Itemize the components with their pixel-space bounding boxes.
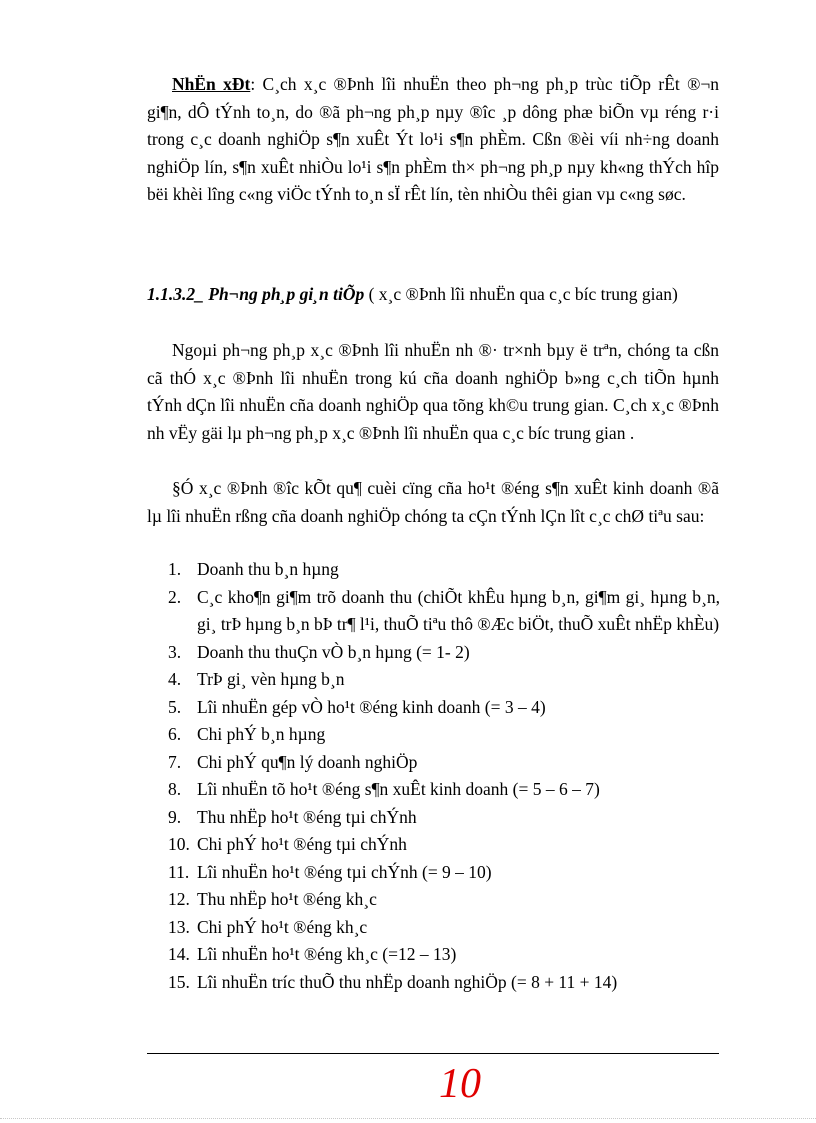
list-item [168, 584, 720, 639]
list-item [168, 556, 720, 584]
list-item-text: C¸c kho¶n gi¶m trõ doanh thu (chiÕt khÊu hµng b¸n, gi¶m gi¸ hµng b¸n, gi¸ trÞ hµng b¸n bÞ tr¶ l¹i, thuÕ tiªu thô ®Æc biÖt, thuÕ xuÊt nhËp khÈu) [197, 586, 720, 634]
list-item-number: 9. [168, 806, 182, 827]
list-item-number: 10. [168, 834, 190, 854]
list-item-text: Doanh thu thuÇn vÒ b¸n hµng (= 1- 2) [197, 641, 470, 662]
list-item [168, 941, 720, 969]
paragraph-section-heading [147, 281, 719, 309]
list-item-number: 3. [168, 641, 182, 662]
list-item-text: Lîi nhuËn tríc thuÕ thu nhËp doanh nghiÖp (= 8 + 11 + 14) [197, 971, 618, 992]
list-item-number: 4. [168, 669, 182, 689]
list-item-number: 6. [168, 724, 182, 744]
remark-colon: : [250, 74, 256, 94]
list-item [168, 886, 720, 914]
list-item [168, 804, 720, 832]
list-item-text: Lîi nhuËn ho¹t ®éng kh¸c (=12 – 13) [197, 944, 457, 964]
list-item-text: Chi phÝ qu¶n lý doanh nghiÖp [197, 751, 418, 772]
list-item-number: 14. [168, 944, 190, 964]
list-item [168, 776, 720, 804]
list-item-text: TrÞ gi¸ vèn hµng b¸n [197, 669, 345, 689]
list-item [168, 721, 720, 749]
list-item-text: Lîi nhuËn ho¹t ®éng tµi chÝnh (= 9 – 10) [197, 861, 492, 882]
list-item [168, 639, 720, 667]
section-heading-subtitle: ( x¸c ®Þnh lîi nhuËn qua c¸c bíc trung gian) [364, 284, 678, 304]
list-item-text: Chi phÝ ho¹t ®éng kh¸c [197, 916, 368, 937]
paragraph-intro: Ngoµi ph¬ng ph¸p x¸c ®Þnh lîi nhuËn nh ®· tr×nh bµy ë trªn, chóng ta cßn cã thÓ x¸c ®Þnh lîi nhuËn trong kú cña doanh nghiÖp b»ng c¸ch tiÕn hµnh tÝnh dÇn lîi nhuËn cña doanh nghiÖp qua tõng kh©u trung gian. C¸ch x¸c ®Þnh nh vËy gäi lµ ph¬ng ph¸p x¸c ®Þnh lîi nhuËn qua c¸c bíc trung gian . [147, 340, 719, 443]
footer-divider [147, 1053, 719, 1054]
page-number: 10 [439, 1061, 481, 1107]
list-item-number: 11. [168, 861, 190, 882]
list-item-text: Lîi nhuËn tõ ho¹t ®éng s¶n xuÊt kinh doanh (= 5 – 6 – 7) [197, 779, 600, 799]
list-item-number: 13. [168, 916, 190, 937]
list-item-text: Chi phÝ ho¹t ®éng tµi chÝnh [197, 834, 407, 854]
list-item-text: Doanh thu b¸n hµng [197, 559, 339, 579]
indicator-list [168, 556, 720, 996]
list-item [168, 969, 720, 997]
list-item-number: 8. [168, 779, 182, 799]
remark-text: C¸ch x¸c ®Þnh lîi nhuËn theo ph¬ng ph¸p trùc tiÕp rÊt ®¬n gi¶n, dÔ tÝnh to¸n, do ®ã ph¬ng ph¸p nµy ®îc ¸p dông phæ biÕn vµ réng r·i trong c¸c doanh nghiÖp s¶n xuÊt Ýt lo¹i s¶n phÈm. Cßn ®èi víi nh÷ng doanh nghiÖp lín, s¶n xuÊt nhiÒu lo¹i s¶n phÈm th× ph¬ng ph¸p nµy kh«ng thÝch hîp bëi khèi lîng c«ng viÖc tÝnh to¸n sÏ rÊt lín, tèn nhiÒu thêi gian vµ c«ng søc. [147, 74, 719, 204]
list-item [168, 666, 720, 694]
list-item-number: 15. [168, 971, 190, 992]
list-item [168, 749, 720, 777]
list-item-number: 1. [168, 559, 182, 579]
list-item-number: 2. [168, 586, 182, 607]
remark-label: NhËn xÐt [172, 74, 251, 94]
list-item [168, 914, 720, 942]
list-item-text: Lîi nhuËn gép vÒ ho¹t ®éng kinh doanh (= 3 – 4) [197, 696, 546, 717]
list-item [168, 859, 720, 887]
page-bottom-border [0, 1118, 816, 1119]
list-item [168, 694, 720, 722]
section-heading-title: 1.1.3.2_ Ph¬ng ph¸p gi¸n tiÕp [147, 284, 365, 304]
list-item-number: 7. [168, 751, 182, 772]
paragraph-indicators-lead: §Ó x¸c ®Þnh ®îc kÕt qu¶ cuèi cïng cña ho¹t ®éng s¶n xuÊt kinh doanh ®ã lµ lîi nhuËn rßng cña doanh nghiÖp chóng ta cÇn tÝnh lÇn lît c¸c chØ tiªu sau: [147, 478, 719, 526]
list-item-number: 5. [168, 696, 182, 717]
list-item-text: Chi phÝ b¸n hµng [197, 724, 326, 744]
list-item [168, 831, 720, 859]
list-item-text: Thu nhËp ho¹t ®éng kh¸c [197, 889, 377, 909]
paragraph-remark [147, 71, 719, 209]
list-item-text: Thu nhËp ho¹t ®éng tµi chÝnh [197, 806, 417, 827]
list-item-number: 12. [168, 889, 190, 909]
